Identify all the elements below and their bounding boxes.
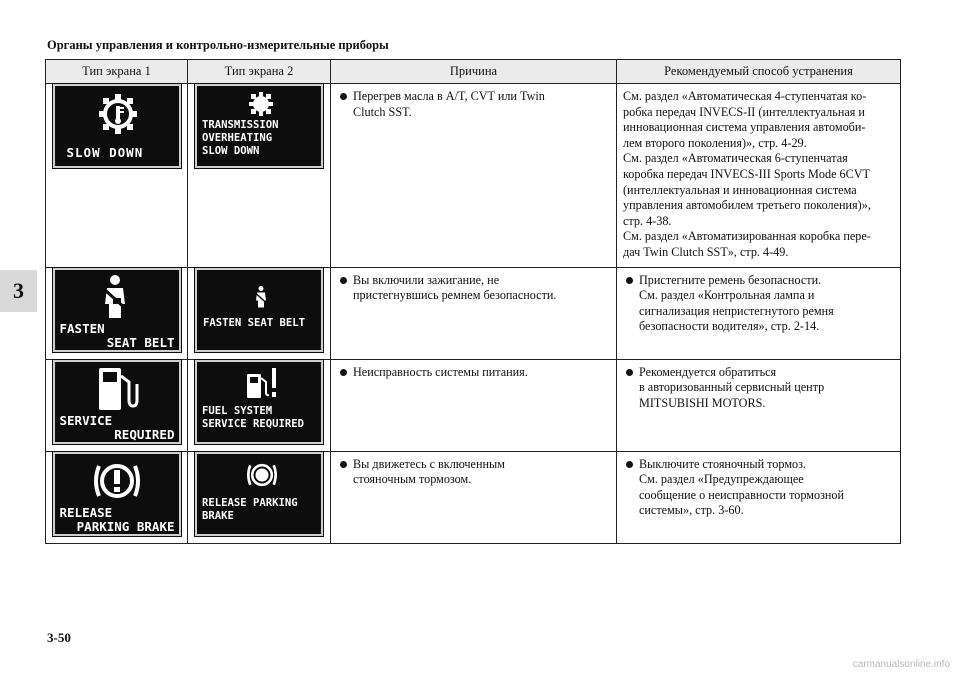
screen-text: BRAKE	[202, 509, 234, 522]
screen-text: PARKING BRAKE	[76, 518, 175, 534]
engine-temp-gear-icon	[99, 94, 137, 134]
screen-type-1-cell	[46, 267, 188, 359]
screen-text: RELEASE	[59, 504, 113, 520]
column-header-screen-type-2: Тип экрана 2	[188, 60, 331, 84]
seat-belt-icon	[251, 284, 271, 310]
remedy-cell	[617, 84, 901, 268]
remedy-text: Выключите стояночный тормоз. См. раздел «Предупреждающее сообщение о неисправности тормозной системы», стр. 3-60.	[623, 457, 894, 519]
screen-type-1-cell	[46, 84, 188, 268]
screen-text: SLOW DOWN	[66, 145, 144, 160]
cause-cell	[331, 267, 617, 359]
screen-text: OVERHEATING	[202, 132, 273, 144]
table-header-row	[46, 60, 901, 84]
display-screen	[53, 84, 181, 168]
cause-text: Вы включили зажигание, не пристегнувшись ремнем безопасности.	[337, 273, 610, 304]
page-header: Органы управления и контрольно-измерительные приборы	[47, 38, 389, 52]
screen-text: FUEL SYSTEM	[202, 404, 273, 417]
fuel-pump-warning-icon	[245, 368, 279, 400]
table-row	[46, 359, 901, 451]
remedy-text: Пристегните ремень безопасности. См. раздел «Контрольная лампа и сигнализация непристегнутого ремня безопасности водителя», стр. 2-14.	[623, 273, 894, 335]
display-screen	[195, 360, 323, 444]
column-header-remedy: Рекомендуемый способ устранения	[617, 60, 901, 84]
warning-display-table	[45, 59, 901, 544]
cause-cell	[331, 84, 617, 268]
column-header-cause: Причина	[331, 60, 617, 84]
cause-cell	[331, 451, 617, 543]
remedy-text: См. раздел «Автоматическая 4-ступенчатая ко- робка передач INVECS-II (интеллектуальная и инновационная система управления автомоби- лем второго поколения)», стр. 4-29. См. раздел «Автоматическая 6-ступенчатая коробка передач INVECS-III Sports Mode 6CVT (интеллектуальная и инновационная система управления автомобилем третьего поколения)», стр. 4-38. См. раздел «Автоматизированная коробка пере- дач Twin Clutch SST», стр. 4-49.	[623, 89, 871, 259]
display-screen	[195, 452, 323, 536]
screen-text: SEAT BELT	[106, 334, 175, 350]
table-row	[46, 84, 901, 268]
screen-text: SLOW DOWN	[202, 145, 260, 157]
screen-text: RELEASE PARKING	[202, 496, 298, 509]
display-screen	[53, 452, 181, 536]
remedy-cell	[617, 359, 901, 451]
seat-belt-icon	[95, 274, 135, 320]
page-number: 3-50	[47, 630, 71, 645]
screen-type-1-cell	[46, 451, 188, 543]
screen-type-2-cell	[188, 451, 331, 543]
remedy-text: Рекомендуется обратиться в авторизованный сервисный центр MITSUBISHI MOTORS.	[623, 365, 894, 412]
column-header-screen-type-1: Тип экрана 1	[46, 60, 188, 84]
cause-text: Перегрев масла в A/T, CVT или Twin Clutch SST.	[337, 89, 610, 120]
screen-text: FASTEN SEAT BELT	[203, 316, 306, 329]
display-screen	[53, 360, 181, 444]
remedy-cell	[617, 267, 901, 359]
cause-cell	[331, 359, 617, 451]
gear-icon	[249, 92, 273, 116]
display-screen	[53, 268, 181, 352]
display-screen	[195, 84, 323, 168]
screen-type-2-cell	[188, 267, 331, 359]
table-row	[46, 451, 901, 543]
watermark: carmanualsonline.info	[852, 659, 950, 670]
screen-type-2-cell	[188, 359, 331, 451]
remedy-cell	[617, 451, 901, 543]
brake-warning-icon	[91, 458, 143, 504]
table-row	[46, 267, 901, 359]
display-screen	[195, 268, 323, 352]
screen-text: TRANSMISSION	[202, 119, 279, 131]
screen-text: SERVICE	[59, 412, 113, 428]
screen-text: REQUIRED	[114, 426, 175, 442]
screen-text: SERVICE REQUIRED	[202, 417, 305, 430]
brake-warning-icon	[245, 460, 279, 490]
fuel-pump-icon	[95, 366, 139, 412]
chapter-tab: 3	[0, 270, 37, 312]
screen-type-1-cell	[46, 359, 188, 451]
cause-text: Вы движетесь с включенным стояночным тормозом.	[337, 457, 610, 488]
screen-type-2-cell	[188, 84, 331, 268]
cause-text: Неисправность системы питания.	[337, 365, 610, 381]
screen-text: FASTEN	[59, 320, 105, 336]
